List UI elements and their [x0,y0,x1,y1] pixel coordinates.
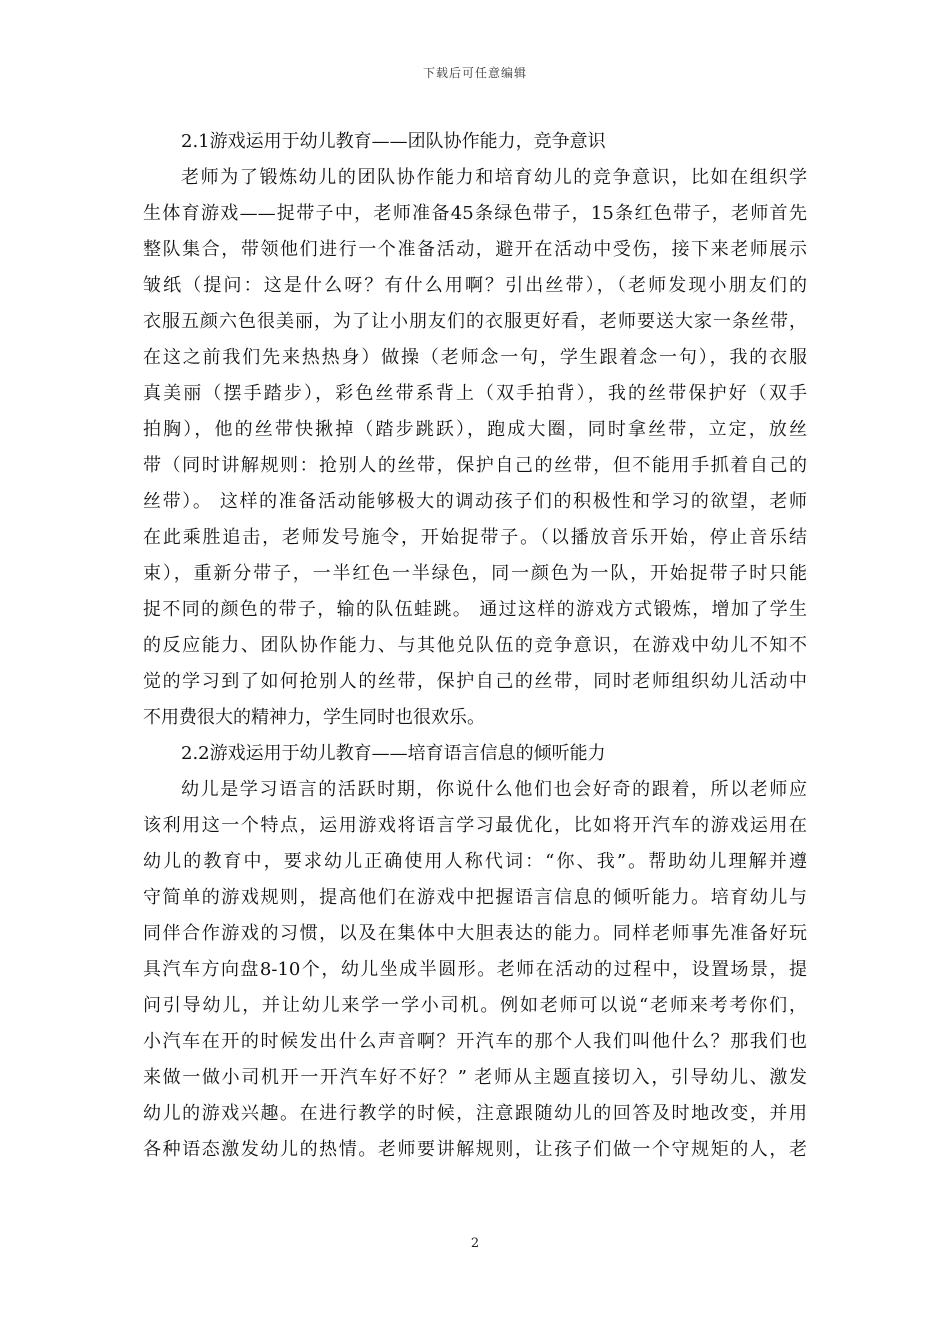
text-line: 具汽车方向盘8-10个，幼儿坐成半圆形。老师在活动的过程中，设置场景，提 [143,959,807,980]
text-line: 整队集合，带领他们进行一个准备活动，避开在活动中受伤，接下来老师展示 [143,239,807,260]
text-line: 拍胸），他的丝带快揪掉（踏步跳跃），跑成大圈，同时拿丝带，立定，放丝 [143,419,807,440]
text-line: 衣服五颜六色很美丽，为了让小朋友们的衣服更好看，老师要送大家一条丝带， [143,311,807,332]
page-number: 2 [470,1236,480,1251]
text-line: 觉的学习到了如何抢别人的丝带，保护自己的丝带，同时老师组织幼儿活动中 [143,671,807,692]
text-line: 该利用这一个特点，运用游戏将语言学习最优化，比如将开汽车的游戏运用在 [143,815,807,836]
text-line: 幼儿的游戏兴趣。在进行教学的时候，注意跟随幼儿的回答及时地改变，并用 [143,1103,807,1124]
text-line: 真美丽（摆手踏步），彩色丝带系背上（双手拍背），我的丝带保护好（双手 [143,383,807,404]
section-heading-2-2: 2.2游戏运用于幼儿教育——培育语言信息的倾听能力 [181,743,606,764]
text-line: 皱纸（提问：这是什么呀？有什么用啊？引出丝带），（老师发现小朋友们的 [143,275,807,296]
document-body [143,124,807,1168]
text-line: 生体育游戏——捉带子中，老师准备45条绿色带子，15条红色带子，老师首先 [143,203,807,224]
text-line: 在这之前我们先来热热身）做操（老师念一句，学生跟着念一句），我的衣服 [143,347,807,368]
text-line: 的反应能力、团队协作能力、与其他兑队伍的竞争意识，在游戏中幼儿不知不 [143,635,807,656]
text-line: 幼儿是学习语言的活跃时期，你说什么他们也会好奇的跟着，所以老师应 [181,779,807,800]
section-heading-2-1: 2.1游戏运用于幼儿教育——团队协作能力，竞争意识 [181,131,606,152]
text-line: 在此乘胜追击，老师发号施令，开始捉带子。（以播放音乐开始，停止音乐结 [143,527,807,548]
text-line: 捉不同的颜色的带子，输的队伍蛙跳。 通过这样的游戏方式锻炼，增加了学生 [143,599,807,620]
text-line: 小汽车在开的时候发出什么声音啊？开汽车的那个人我们叫他什么？那我们也 [143,1031,807,1052]
page-header: 下载后可任意编辑 [422,66,527,80]
text-line: 丝带）。 这样的准备活动能够极大的调动孩子们的积极性和学习的欲望，老师 [143,491,807,512]
text-line: 问引导幼儿，并让幼儿来学一学小司机。例如老师可以说“老师来考考你们， [143,995,807,1016]
text-line: 老师为了锻炼幼儿的团队协作能力和培育幼儿的竞争意识，比如在组织学 [181,167,807,188]
text-line: 带（同时讲解规则：抢别人的丝带，保护自己的丝带，但不能用手抓着自己的 [143,455,807,476]
section-paragraph-2-1 [143,160,807,736]
section-paragraph-2-2 [143,772,807,1168]
text-line: 各种语态激发幼儿的热情。老师要讲解规则，让孩子们做一个守规矩的人，老 [143,1139,807,1160]
text-line: 不用费很大的精神力，学生同时也很欢乐。 [143,707,485,728]
text-line: 同伴合作游戏的习惯，以及在集体中大胆表达的能力。同样老师事先准备好玩 [143,923,807,944]
text-line: 束），重新分带子，一半红色一半绿色，同一颜色为一队，开始捉带子时只能 [143,563,807,584]
text-line: 幼儿的教育中，要求幼儿正确使用人称代词：“你、我”。帮助幼儿理解并遵 [143,851,807,872]
text-line: 守简单的游戏规则，提高他们在游戏中把握语言信息的倾听能力。培育幼儿与 [143,887,807,908]
text-line: 来做一做小司机开一开汽车好不好？” 老师从主题直接切入，引导幼儿、激发 [143,1067,807,1088]
